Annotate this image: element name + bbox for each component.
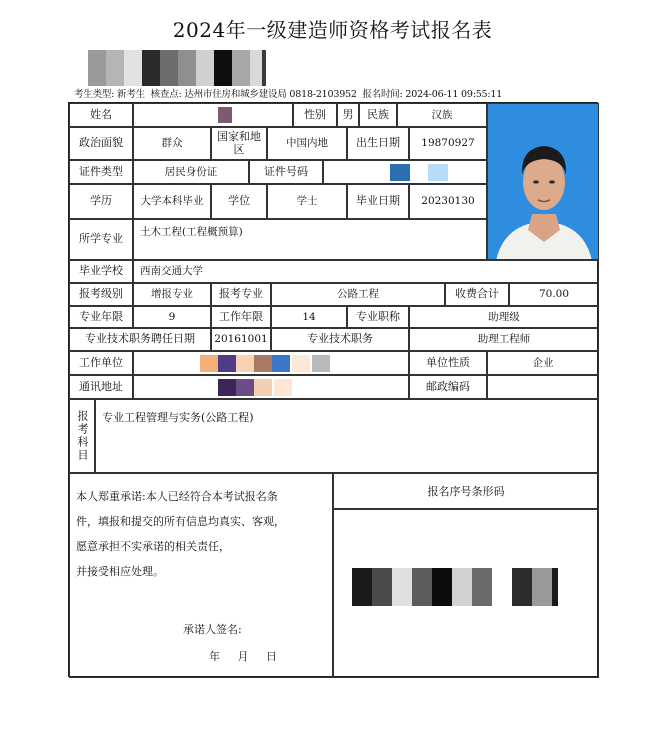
addr-value <box>133 375 409 399</box>
redacted-unit-3 <box>236 355 254 372</box>
redacted-addr-2 <box>236 379 254 396</box>
political-value: 群众 <box>133 127 211 160</box>
name-value <box>133 103 293 127</box>
redacted-unit-2 <box>218 355 236 372</box>
registration-form <box>68 102 598 677</box>
idtype-value: 居民身份证 <box>133 160 249 184</box>
page-title: 2024年一级建造师资格考试报名表 <box>172 18 493 42</box>
redacted-addr-3 <box>254 379 272 396</box>
meta-check-value: 达州市住房和城乡建设局 0818-2103952 <box>184 89 357 100</box>
redacted-name <box>218 107 232 123</box>
fee-value: 70.00 <box>509 283 599 306</box>
years-value: 9 <box>133 306 211 328</box>
redacted-addr-4 <box>274 379 292 396</box>
pledge-line: 并接受相应处理。 <box>76 565 164 578</box>
meta-type-value: 新考生 <box>117 89 145 100</box>
prof-label: 报考专业 <box>211 283 271 306</box>
school-label: 毕业学校 <box>69 260 133 283</box>
title-value: 助理级 <box>409 306 599 328</box>
zip-value <box>487 375 599 399</box>
redacted-unit-1 <box>200 355 218 372</box>
years-label: 专业年限 <box>69 306 133 328</box>
meta-time-value: 2024-06-11 09:55:11 <box>405 89 503 100</box>
pledge-line: 件，填报和提交的所有信息均真实、客观， <box>76 515 285 528</box>
applicant-photo <box>487 103 599 260</box>
subject-label: 报考科目 <box>69 399 95 473</box>
pledge-line: 本人郑重承诺:本人已经符合本考试报名条 <box>76 490 278 503</box>
country-label: 国家和地区 <box>211 127 267 160</box>
work-years-value: 14 <box>271 306 347 328</box>
grad-value: 20230130 <box>409 184 487 219</box>
title-label: 专业职称 <box>347 306 409 328</box>
degree-label: 学位 <box>211 184 267 219</box>
redacted-id-2 <box>428 164 448 181</box>
pledge-box <box>69 473 333 678</box>
fee-label: 收费合计 <box>445 283 509 306</box>
school-value: 西南交通大学 <box>133 260 599 283</box>
nature-label: 单位性质 <box>409 351 487 375</box>
tech-label: 专业技术职务 <box>271 328 409 351</box>
birth-label: 出生日期 <box>347 127 409 160</box>
pledge-line: 愿意承担不实承诺的相关责任， <box>76 540 230 553</box>
level-value: 增报专业 <box>133 283 211 306</box>
redacted-unit-5 <box>272 355 290 372</box>
gender-label: 性别 <box>293 103 337 127</box>
level-label: 报考级别 <box>69 283 133 306</box>
signature-label: 承诺人签名: <box>183 623 242 636</box>
unit-value <box>133 351 409 375</box>
redacted-addr-1 <box>218 379 236 396</box>
registration-barcode <box>352 568 558 606</box>
addr-label: 通讯地址 <box>69 375 133 399</box>
redacted-id-1 <box>390 164 410 181</box>
unit-label: 工作单位 <box>69 351 133 375</box>
redacted-unit-7 <box>312 355 330 372</box>
sign-date-label: 年 月 日 <box>209 650 277 663</box>
redacted-unit-6 <box>292 355 310 372</box>
subject-value: 专业工程管理与实务(公路工程) <box>95 399 599 473</box>
grad-label: 毕业日期 <box>347 184 409 219</box>
major-label: 所学专业 <box>69 219 133 260</box>
idno-value <box>323 160 487 184</box>
hire-value: 20161001 <box>211 328 271 351</box>
meta-time-label: 报名时间: <box>362 89 403 100</box>
degree-value: 学士 <box>267 184 347 219</box>
ethnic-label: 民族 <box>359 103 397 127</box>
birth-value: 19870927 <box>409 127 487 160</box>
ethnic-value: 汉族 <box>397 103 487 127</box>
political-label: 政治面貌 <box>69 127 133 160</box>
hire-label: 专业技术职务聘任日期 <box>69 328 211 351</box>
exam-meta-line <box>74 86 604 100</box>
name-label: 姓名 <box>69 103 133 127</box>
edu-label: 学历 <box>69 184 133 219</box>
barcode-label: 报名序号条形码 <box>333 473 599 509</box>
nature-value: 企业 <box>487 351 599 375</box>
meta-type-label: 考生类型: <box>74 89 115 100</box>
edu-value: 大学本科毕业 <box>133 184 211 219</box>
country-value: 中国内地 <box>267 127 347 160</box>
work-years-label: 工作年限 <box>211 306 271 328</box>
portrait-image <box>488 104 599 260</box>
idno-label: 证件号码 <box>249 160 323 184</box>
prof-value: 公路工程 <box>271 283 445 306</box>
zip-label: 邮政编码 <box>409 375 487 399</box>
barcode-box <box>333 509 599 678</box>
meta-check-label: 核查点: <box>150 89 182 100</box>
idtype-label: 证件类型 <box>69 160 133 184</box>
redacted-header-mosaic <box>88 50 266 86</box>
redacted-unit-4 <box>254 355 272 372</box>
gender-value: 男 <box>337 103 359 127</box>
major-value: 土木工程(工程概预算) <box>133 219 487 260</box>
tech-value: 助理工程师 <box>409 328 599 351</box>
